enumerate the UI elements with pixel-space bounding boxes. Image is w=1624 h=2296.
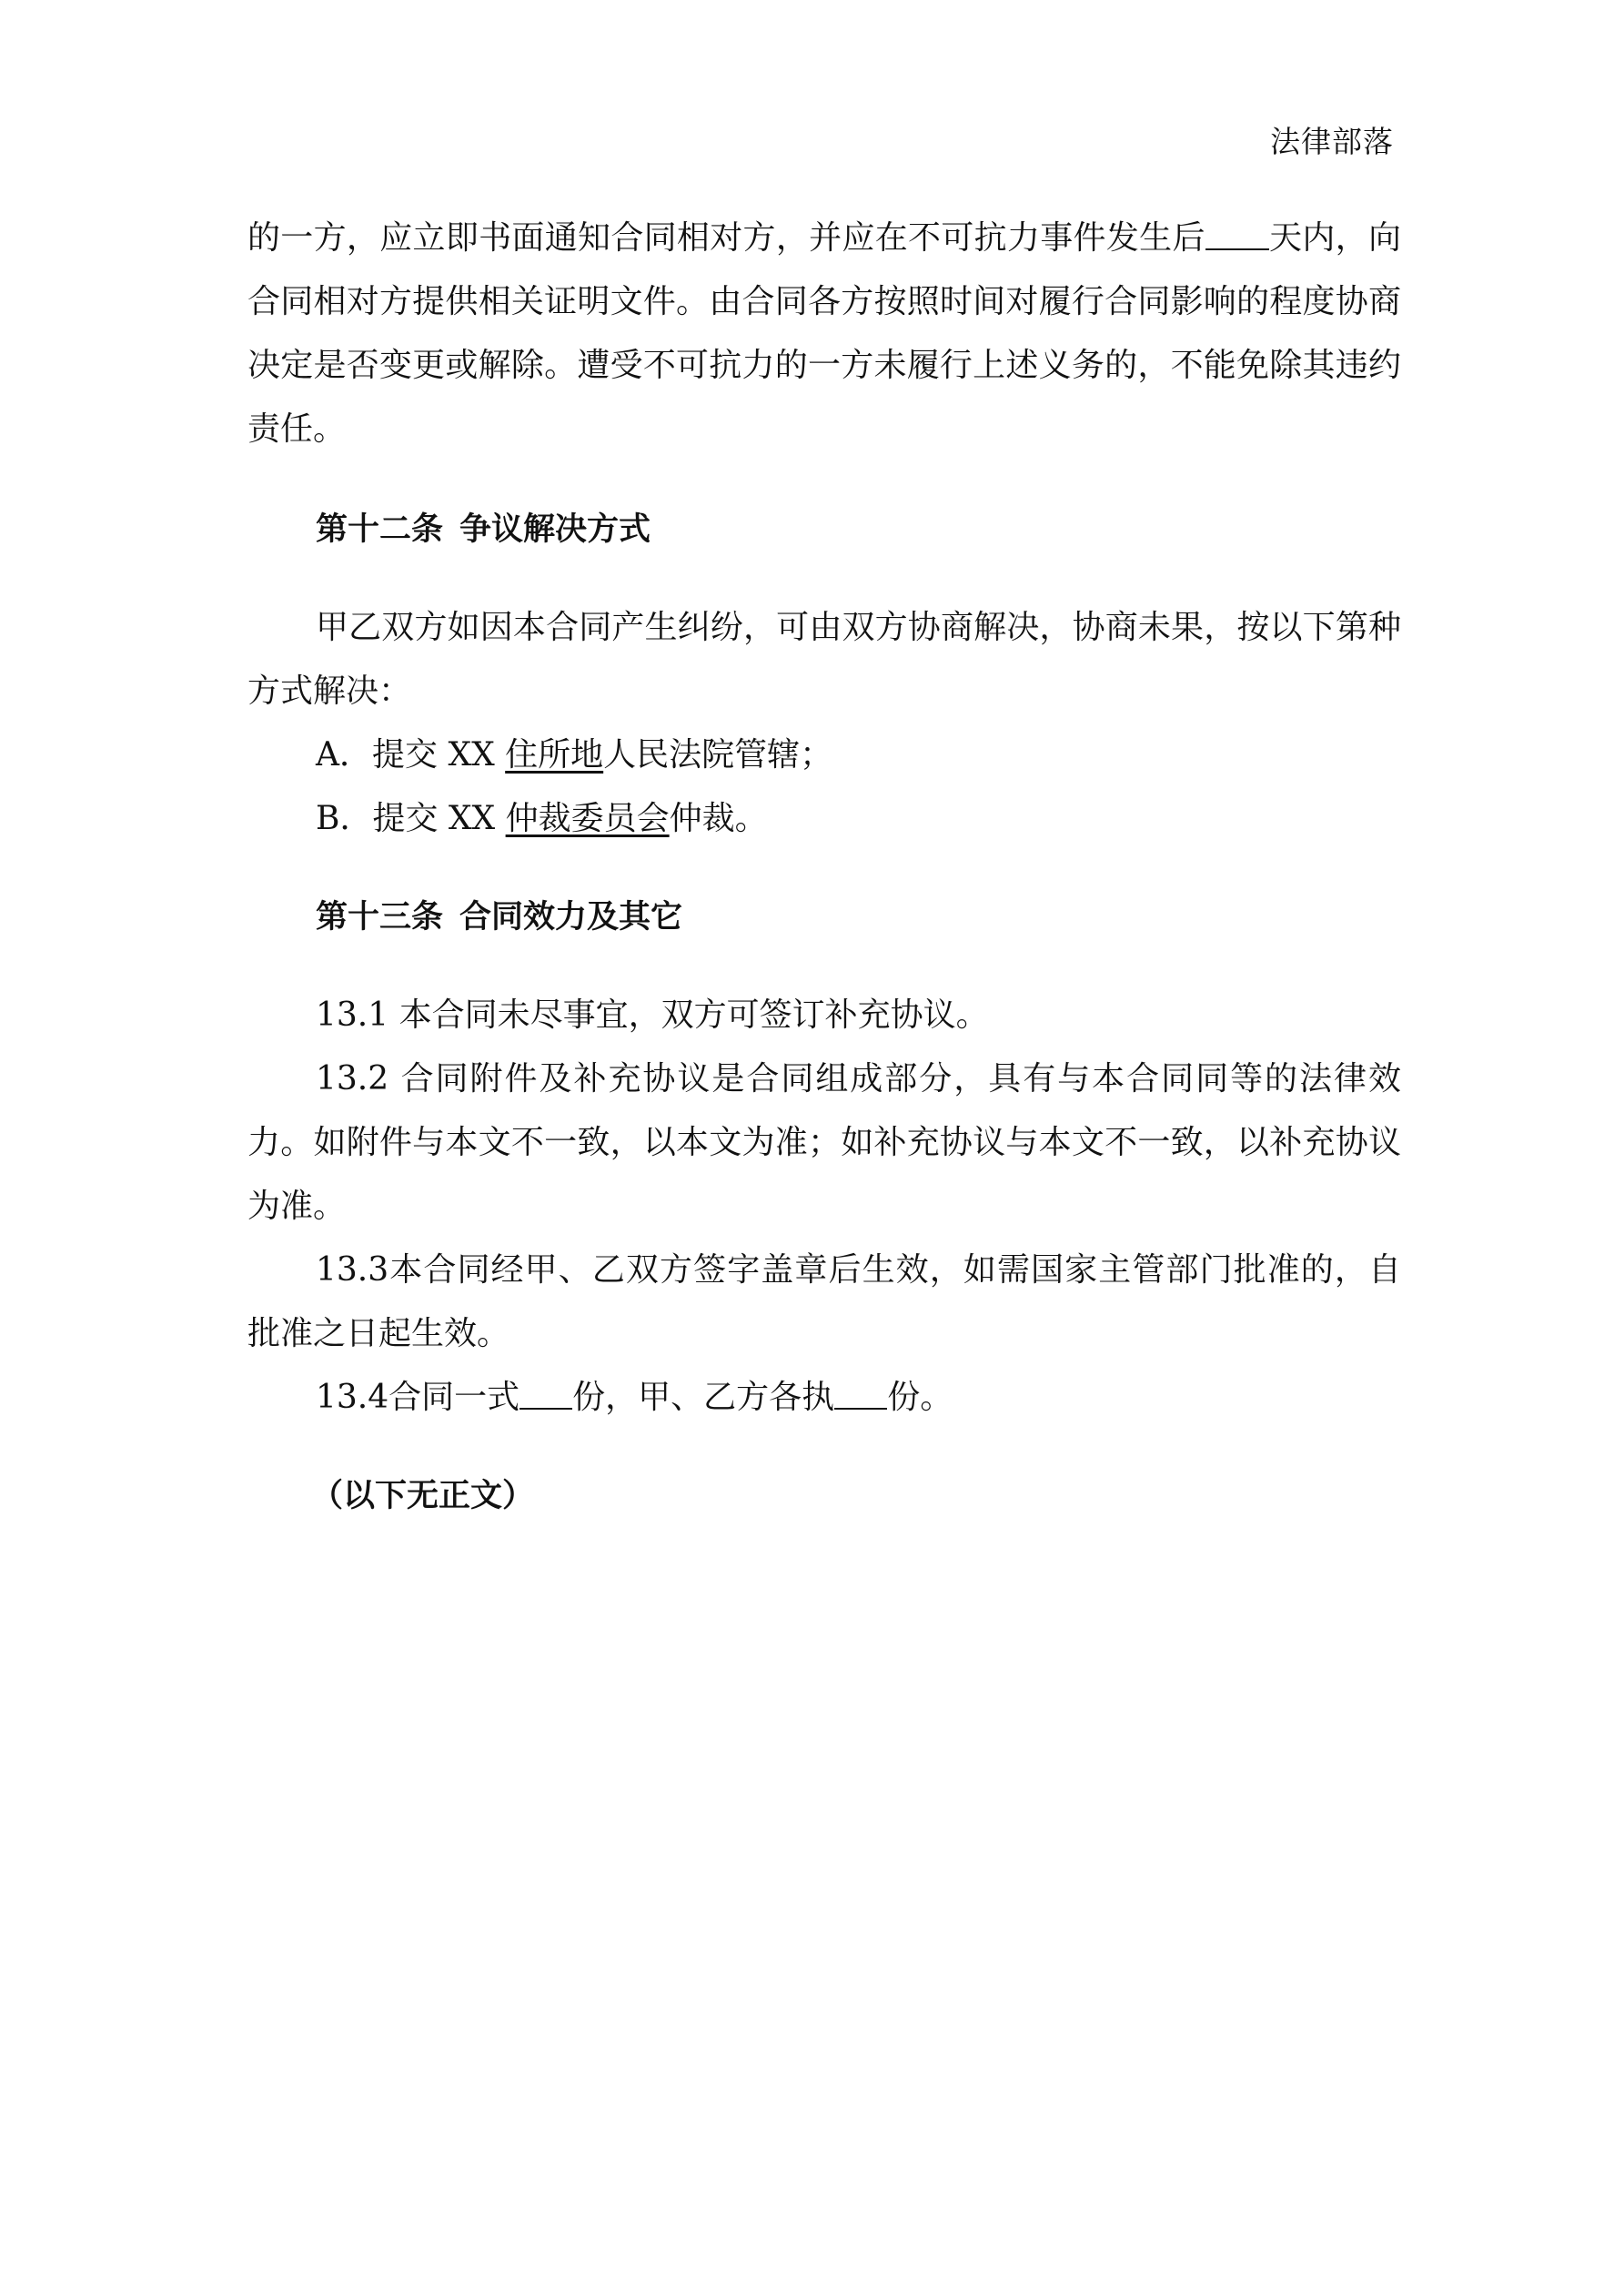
force-majeure-text-2: 天内，向合同相对方提供相关证明文件。由合同各方按照时间对履行合同影响的程度协商决定是否变更或解除。遭受不可抗力的一方未履行上述义务的，不能免除其违约责任。	[247, 219, 1401, 448]
article12-number: 第十二条	[316, 511, 444, 548]
article12-intro: 甲乙双方如因本合同产生纠纷，可由双方协商解决，协商未果，按以下第种方式解决：	[247, 609, 1401, 710]
article12-heading	[247, 498, 1401, 561]
clause-13-4-text-3: 份。	[887, 1379, 953, 1416]
option-b-prefix: B．提交 XX	[316, 800, 506, 837]
force-majeure-paragraph	[247, 207, 1401, 461]
option-a-suffix: 人民法院管辖；	[603, 736, 833, 774]
option-b-suffix: 仲裁。	[669, 800, 768, 837]
article12-option-b	[247, 787, 1401, 851]
article13-number: 第十三条	[316, 899, 444, 936]
option-b-arbitration: 仲裁委员会	[505, 800, 670, 837]
option-a-court: 住所地	[505, 736, 604, 774]
clause-13-4-text-1: 13.4合同一式	[316, 1379, 520, 1416]
article12-title: 争议解决方式	[459, 511, 651, 548]
clause-13-4-text-2: 份，甲、乙方各执	[572, 1379, 835, 1416]
force-majeure-text-1: 的一方，应立即书面通知合同相对方，并应在不可抗力事件发生后	[247, 219, 1205, 257]
clause-13-2: 13.2 合同附件及补充协议是合同组成部分，具有与本合同同等的法律效力。如附件与本文不一致，以本文为准；如补充协议与本文不一致，以补充协议为准。	[247, 1060, 1401, 1225]
copies-each-blank	[834, 1381, 887, 1410]
clause-13-1: 13.1 本合同未尽事宜，双方可签订补充协议。	[316, 996, 989, 1034]
clause-13-3: 13.3本合同经甲、乙双方签字盖章后生效，如需国家主管部门批准的，自批准之日起生效。	[247, 1251, 1401, 1352]
article13-title: 合同效力及其它	[459, 899, 683, 936]
days-blank	[1205, 221, 1269, 250]
header-label: 法律部落	[1270, 124, 1394, 159]
article12-option-a	[247, 723, 1401, 787]
end-note: （以下无正文）	[311, 1478, 535, 1514]
clause-13-4	[247, 1366, 1401, 1430]
article13-heading	[247, 885, 1401, 949]
document-body	[247, 207, 1401, 1528]
copies-total-blank	[519, 1381, 572, 1410]
option-a-prefix: A．提交 XX	[316, 736, 506, 774]
